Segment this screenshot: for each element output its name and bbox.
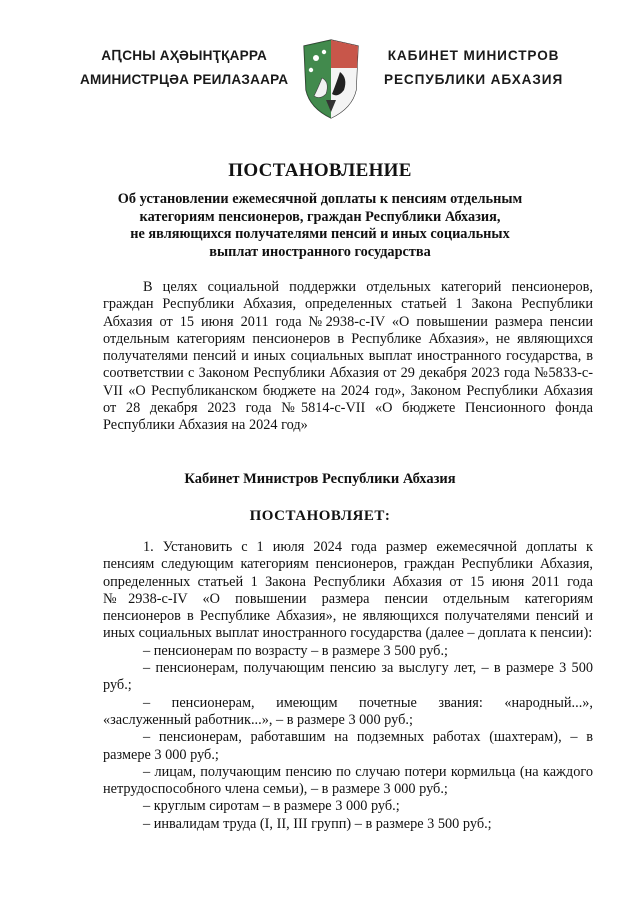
header-abkhaz-line1: АԤСНЫ АҲӘЫНҬҚАРРА [101,48,268,63]
subtitle-line: выплат иностранного государства [209,243,431,260]
list-item: – пенсионерам, получающим пенсию за выслугу лет, – в размере 3 500 руб.; [103,660,593,694]
list-item: – пенсионерам по возрасту – в размере 3 500 руб.; [143,642,449,659]
list-item: – пенсионерам, работавшим на подземных работах (шахтерам), – в размере 3 000 руб.; [103,729,593,763]
preamble-paragraph: В целях социальной поддержки отдельных категорий пенсионеров, граждан Республики Абхазия, определенных статьей 1 Закона Республики Абхазия от 15 июня 2011 года №2938-с-IV «О повышении размера пенсии отдельным категориям пенсионеров в Республике Абхазия», не являющихся получателями пенсий и иных социальных выплат иностранного государства, в соответствии с Законом Республики Абхазия от 29 декабря 2023 года №5833-с-VII «О Республиканском бюджете на 2024 год», Законом Республики Абхазия от 28 декабря 2023 года №5814-с-VII «О бюджете Пенсионного фонда Республики Абхазия на 2024 год» [103,279,593,434]
subtitle-line: не являющихся получателями пенсий и иных социальных [130,226,510,242]
coat-of-arms-icon [302,38,360,120]
header-russian-line1: КАБИНЕТ МИНИСТРОВ [387,48,560,63]
list-item: – пенсионерам, имеющим почетные звания: «народный...», «заслуженный работник...», – в размере 3 000 руб.; [103,694,593,728]
header-russian [384,44,563,92]
header-abkhaz [80,44,288,92]
list-item: – лицам, получающим пенсию по случаю потери кормильца (на каждого нетрудоспособного члена семьи), – в размере 3 000 руб.; [103,763,593,798]
point-block [103,539,593,833]
preamble-block [103,279,593,435]
point-1-paragraph: 1. Установить с 1 июля 2024 года размер ежемесячной доплаты к пенсиям следующим категориям пенсионеров, граждан Республики Абхазия, определенных статьей 1 Закона Республики Абхазия от 15 июня 2011 года №2938-с-IV «О повышении размера пенсии отдельным категориям пенсионеров в Республике Абхазия», не являющихся получателями пенсий и иных социальных выплат иностранного государства (далее – доплата к пенсии): [103,539,593,642]
header-russian-line2: РЕСПУБЛИКИ АБХАЗИЯ [384,72,564,87]
list-item: – инвалидам труда (I, II, III групп) – в размере 3 500 руб.; [143,815,492,832]
list-item: – круглым сиротам – в размере 3 000 руб.; [143,798,400,815]
document-subtitle [60,191,580,261]
document-title: ПОСТАНОВЛЕНИЕ [228,160,412,181]
resolves-heading: ПОСТАНОВЛЯЕТ: [249,508,391,524]
cabinet-heading: Кабинет Министров Республики Абхазия [184,471,456,487]
subtitle-line: категориям пенсионеров, граждан Республики Абхазия, [139,208,501,225]
header-abkhaz-line2: АМИНИСТРЦӘА РЕИЛАЗААРА [80,72,289,87]
subtitle-line: Об установлении ежемесячной доплаты к пенсиям отдельным [117,191,523,207]
